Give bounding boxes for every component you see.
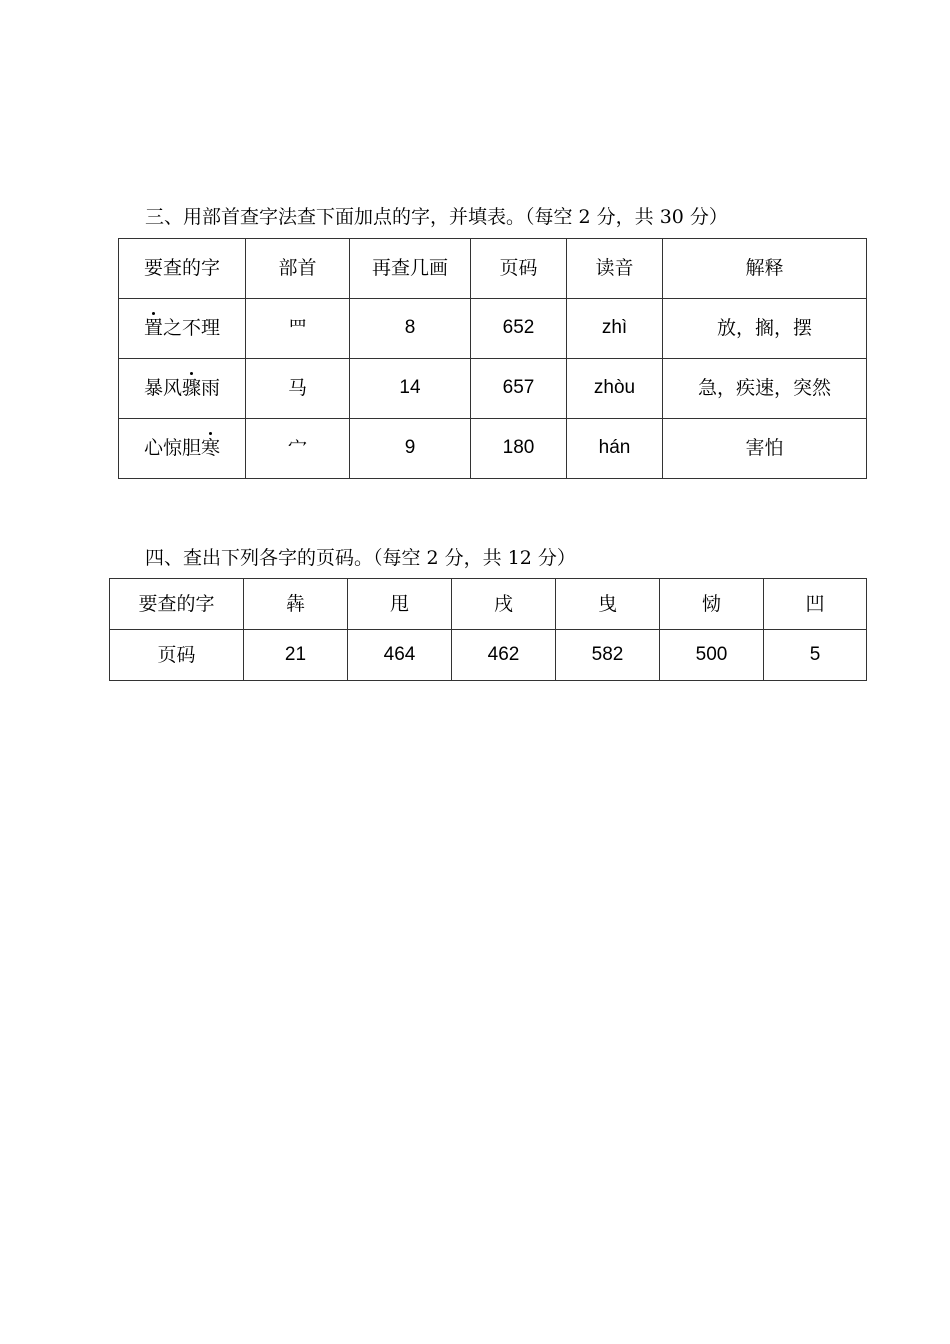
- char-cell: 甩: [348, 579, 452, 630]
- pinyin-cell: zhì: [567, 299, 663, 359]
- header-cell: 页码: [471, 239, 567, 299]
- section-4-title: 四、查出下列各字的页码。（每空 2 分，共 12 分）: [145, 547, 576, 569]
- radical-cell: 罒: [246, 299, 350, 359]
- page-cell: 180: [471, 419, 567, 479]
- pinyin-cell: hán: [567, 419, 663, 479]
- dotted-char: 寒: [201, 437, 221, 460]
- idiom-cell: [119, 359, 246, 419]
- table-row: [119, 299, 867, 359]
- dotted-char: 置: [143, 317, 163, 340]
- page-cell: 657: [471, 359, 567, 419]
- page-cell: 500: [660, 630, 764, 681]
- table-row: [119, 359, 867, 419]
- strokes-cell: 14: [350, 359, 471, 419]
- page-cell: 21: [244, 630, 348, 681]
- page-cell: 582: [556, 630, 660, 681]
- strokes-cell: 8: [350, 299, 471, 359]
- page-row: [110, 630, 867, 681]
- row-label: 页码: [110, 630, 244, 681]
- meaning-cell: 害怕: [663, 419, 867, 479]
- char-cell: 戌: [452, 579, 556, 630]
- pinyin-cell: zhòu: [567, 359, 663, 419]
- radical-lookup-table: [118, 238, 867, 479]
- idiom-before: 暴风: [143, 377, 182, 400]
- page-cell: 5: [764, 630, 867, 681]
- table-row: [119, 419, 867, 479]
- radical-cell: 马: [246, 359, 350, 419]
- idiom-after: 雨: [201, 377, 221, 400]
- header-cell: 再查几画: [350, 239, 471, 299]
- header-cell: 要查的字: [119, 239, 246, 299]
- page-lookup-table: [109, 578, 867, 681]
- header-cell: 部首: [246, 239, 350, 299]
- idiom-before: 心惊胆: [143, 437, 201, 460]
- meaning-cell: 放，搁，摆: [663, 299, 867, 359]
- meaning-cell: 急，疾速，突然: [663, 359, 867, 419]
- table-header-row: [119, 239, 867, 299]
- dotted-char: 骤: [181, 377, 201, 400]
- strokes-cell: 9: [350, 419, 471, 479]
- header-cell: 读音: [567, 239, 663, 299]
- char-cell: 曳: [556, 579, 660, 630]
- page-cell: 652: [471, 299, 567, 359]
- char-cell: 凹: [764, 579, 867, 630]
- page-cell: 464: [348, 630, 452, 681]
- header-cell: 解释: [663, 239, 867, 299]
- idiom-cell: [119, 419, 246, 479]
- section-3-title: 三、用部首查字法查下面加点的字，并填表。（每空 2 分，共 30 分）: [145, 206, 728, 228]
- char-row: [110, 579, 867, 630]
- char-cell: 犇: [244, 579, 348, 630]
- page-cell: 462: [452, 630, 556, 681]
- idiom-after: 之不理: [163, 317, 221, 340]
- row-label: 要查的字: [110, 579, 244, 630]
- char-cell: 恸: [660, 579, 764, 630]
- radical-cell: 宀: [246, 419, 350, 479]
- idiom-cell: [119, 299, 246, 359]
